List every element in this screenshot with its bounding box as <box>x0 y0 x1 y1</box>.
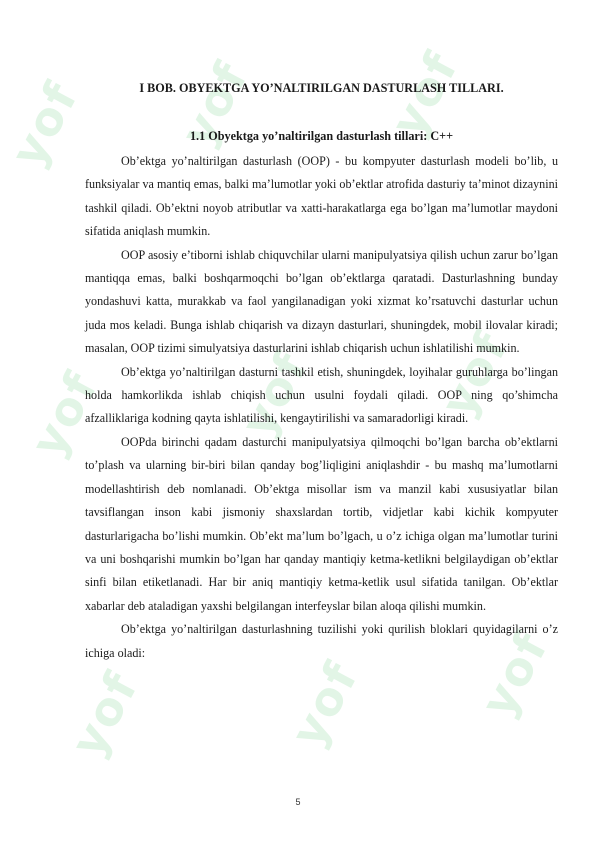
section-title: 1.1 Obyektga yo’naltirilgan dasturlash tillari: C++ <box>189 129 454 143</box>
watermark-logo: yof <box>470 622 559 726</box>
watermark-logo: yof <box>430 322 519 426</box>
page-number: 5 <box>295 797 301 807</box>
paragraph: Ob’ektga yo’naltirilgan dasturni tashkil etish, shuningdek, loyihalar guruhlarga bo’lingan holda hamkorlikda ishlab chiqish uchun usulni foydali qiladi. OOP ning qo’shimcha afzalliklariga kodning qayta ishlatilishi, kengaytirilishi va samaradorligi kiradi. <box>85 364 558 426</box>
watermark-logo: yof <box>0 72 89 176</box>
watermark-logo: yof <box>230 342 319 446</box>
paragraph: Ob’ektga yo’naltirilgan dasturlashning tuzilishi yoki qurilish bloklari quyidagilarni o’z ichiga oladi: <box>85 622 558 660</box>
paragraph: OOPda birinchi qadam dasturchi manipulyatsiya qilmoqchi bo’lgan barcha ob’ektlarni to’plash va ularning bir-biri bilan qanday bog’liqligini aniqlashdir - bu mashq ma’lumotlarni modellashtirish deb nomlanadi. Ob’ektga misollar ism va manzil kabi xususiyatlar bilan tavsiflangan inson kabi jismoniy shaxslardan tortib, vidjetlar kabi kichik kompyuter dasturlarigacha bo’lishi mumkin. Ob’ekt ma’lum bo’lgach, u o’z ichiga olgan ma’lumotlar turini va uni boshqarishi mumkin bo’lgan har qanday mantiqiy ketma-ketlikni belgilaydigan ob’ektlar sinfi bilan etiketlanadi. Har bir aniq mantiqiy ketma-ketlik usul sifatida tanilgan. Ob’ektlar xabarlar deb ataladigan yaxshi belgilangan interfeyslar bilan aloqa qilishi mumkin. <box>85 434 558 613</box>
watermark-logo: yof <box>20 362 109 466</box>
watermark-logo: yof <box>60 662 149 766</box>
watermark-logo: yof <box>380 42 469 146</box>
watermark-logo: yof <box>170 52 259 156</box>
chapter-title: I BOB. OBYEKTGA YO’NALTIRILGAN DASTURLASH TILLARI. <box>139 81 504 95</box>
watermark-logo: yof <box>280 652 369 756</box>
paragraph: OOP asosiy e’tiborni ishlab chiquvchilar ularni manipulyatsiya qilish uchun zarur bo’lgan mantiqqa emas, balki boshqarmoqchi bo’lgan ob’ektlarga qaratadi. Dasturlashning bunday yondashuvi katta, murakkab va faol yangilanadigan yoki xizmat ko’rsatuvchi dasturlar uchun juda mos keladi. Bunga ishlab chiqarish va dizayn dasturlari, shuningdek, mobil ilovalar kiradi; masalan, OOP tizimi simulyatsiya dasturlarini ishlab chiqarish uchun ishlatilishi mumkin. <box>85 247 558 356</box>
paragraph: Ob’ektga yo’naltirilgan dasturlash (OOP) - bu kompyuter dasturlash modeli bo’lib, u funksiyalar va mantiq emas, balki ma’lumotlar yoki ob’ektlar atrofida dasturiy ta’minot dizaynini tashkil qiladi. Ob’ektni noyob atributlar va xatti-harakatlarga ega bo’lgan ma’lumotlar maydoni sifatida aniqlash mumkin. <box>85 154 558 239</box>
body-text <box>85 150 558 665</box>
